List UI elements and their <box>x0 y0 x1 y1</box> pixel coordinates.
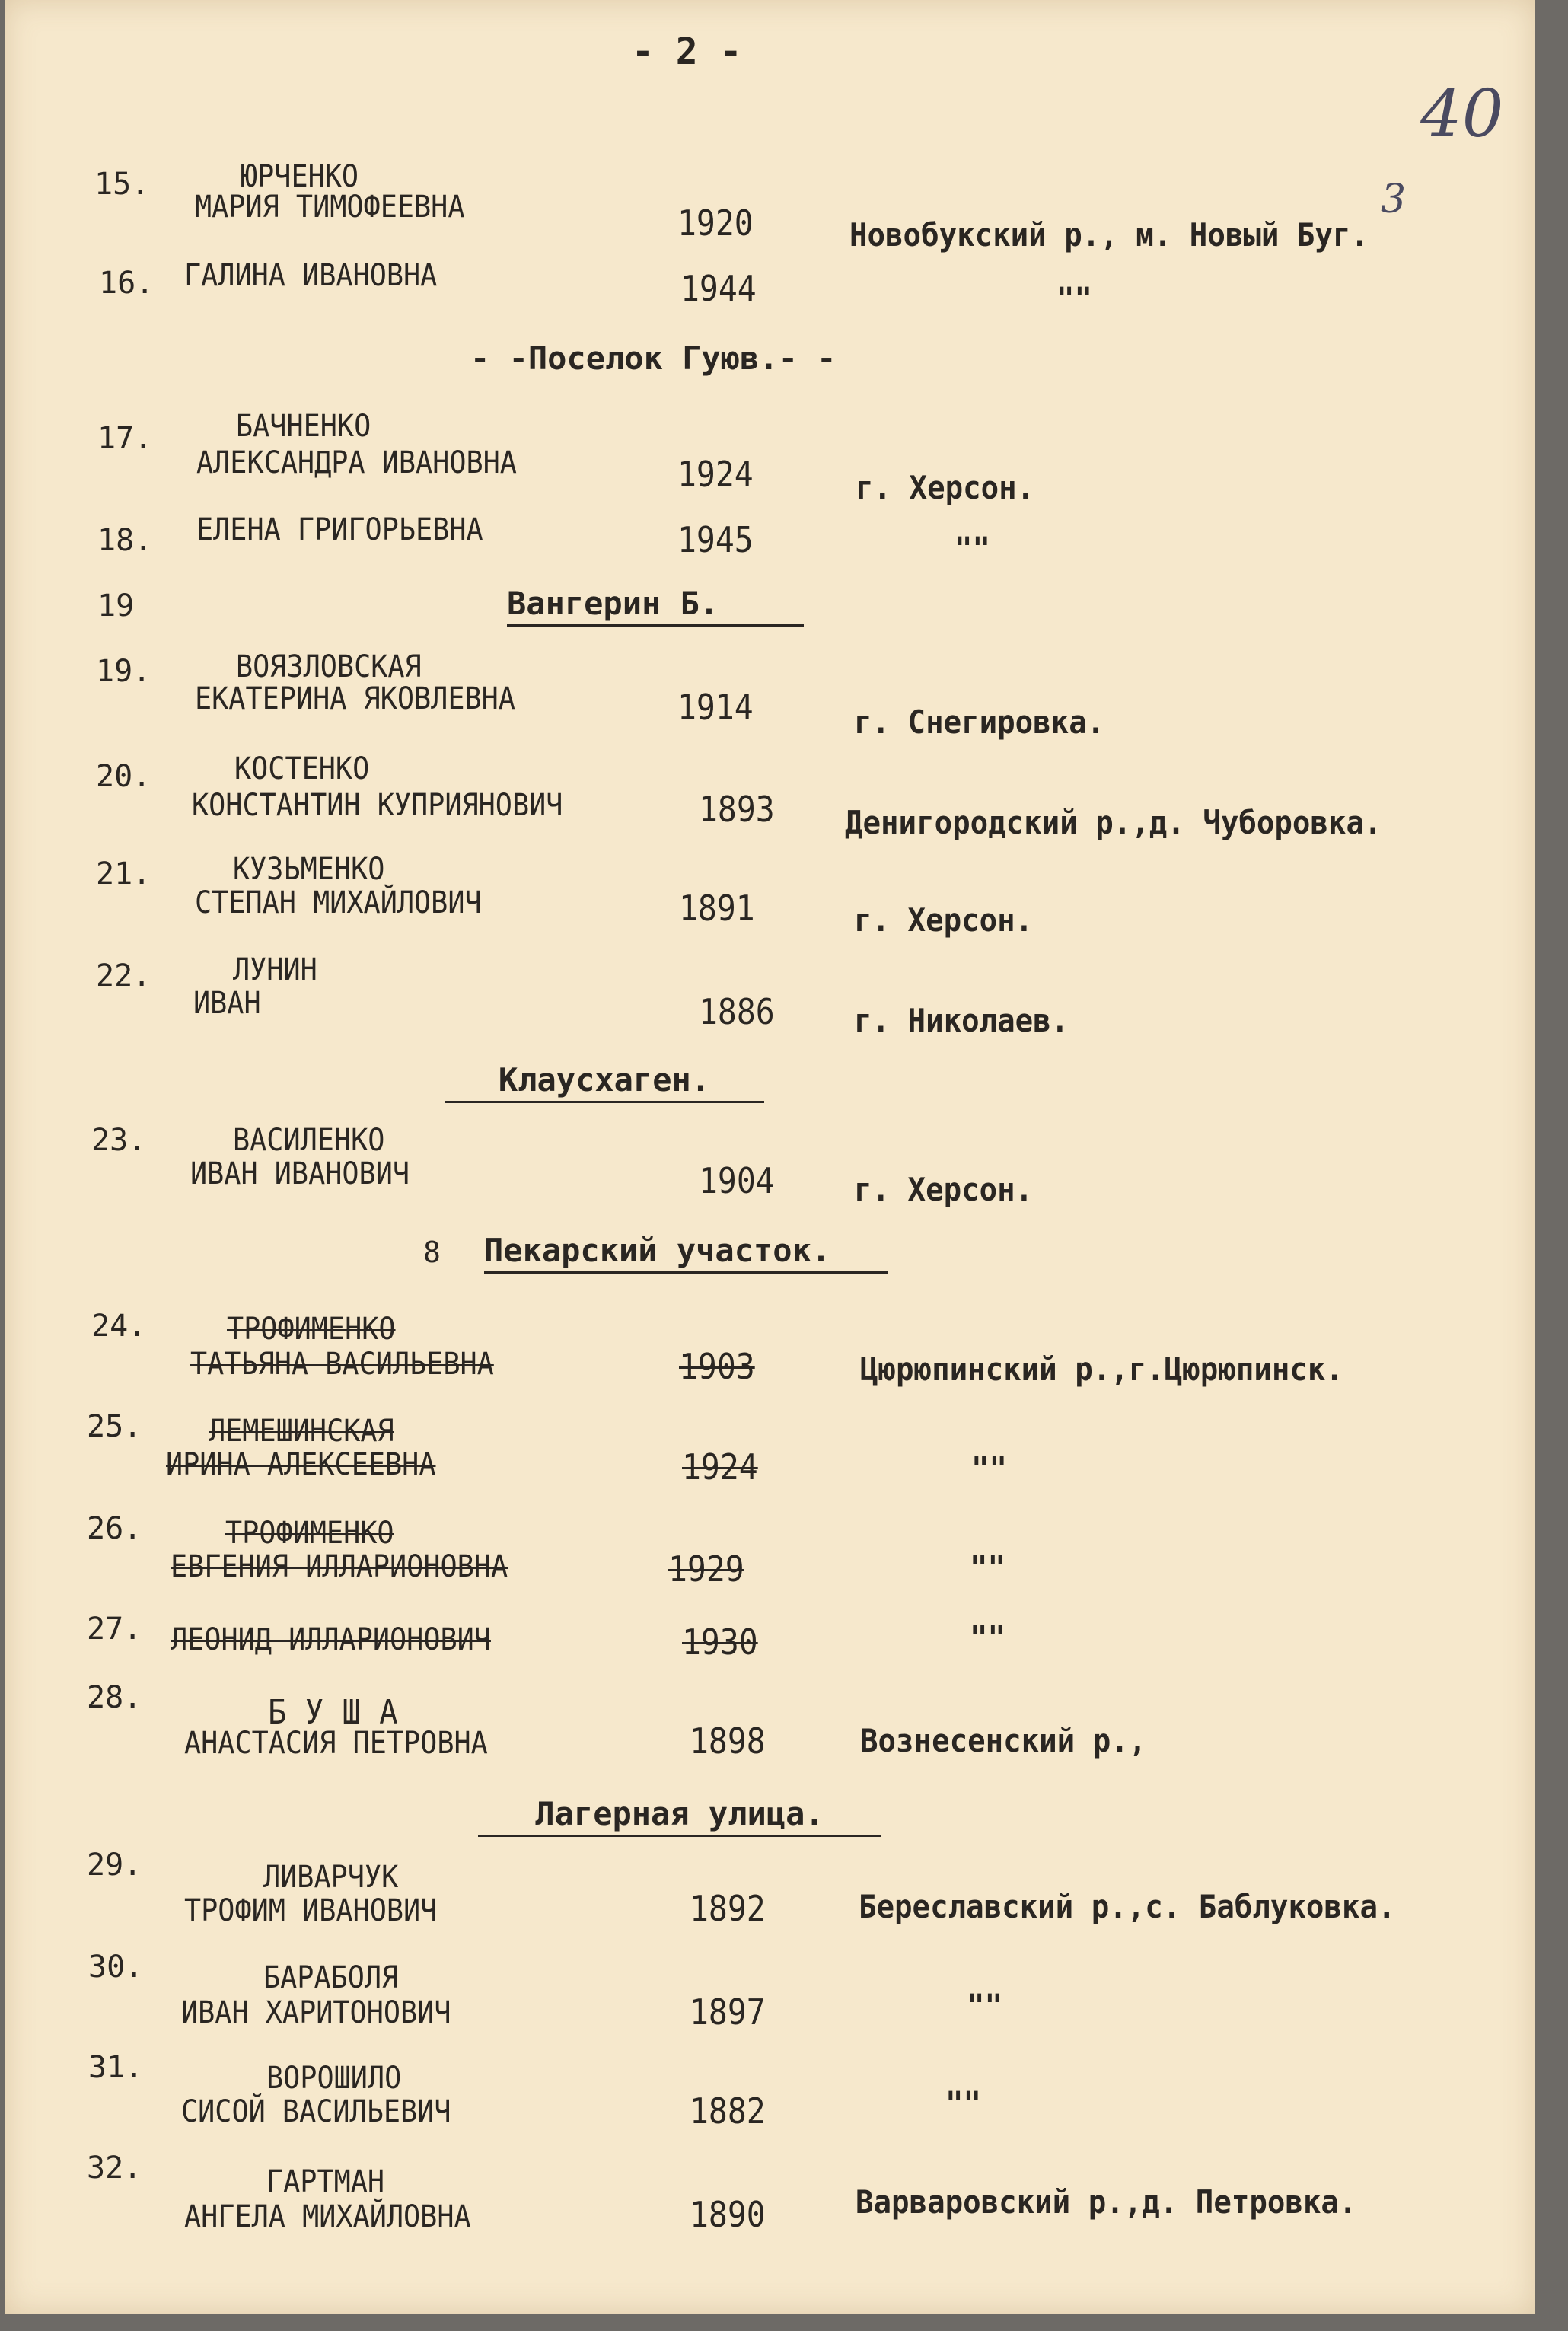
entry-number: 22. <box>96 958 151 993</box>
entry-given-name: ЕКАТЕРИНА ЯКОВЛЕВНА <box>195 681 515 716</box>
entry-number: 20. <box>96 759 151 794</box>
entry-number: 17. <box>97 421 153 456</box>
entry-year: 1929 <box>668 1548 744 1590</box>
entry-number: 25. <box>87 1409 142 1444</box>
entry-surname: КОСТЕНКО <box>234 751 370 786</box>
entry-given-name: ГАЛИНА ИВАНОВНА <box>184 258 438 293</box>
entry-given-name: АЛЕКСАНДРА ИВАНОВНА <box>196 445 517 480</box>
section-mark: 8 <box>423 1236 441 1269</box>
section-heading: Вангерин Б. <box>507 588 804 627</box>
entry-year: 1886 <box>699 991 775 1032</box>
paper-sheet <box>5 0 1535 2314</box>
entry-number: 24. <box>91 1309 147 1344</box>
entry-year: 1890 <box>690 2194 766 2235</box>
entry-surname: ЛУНИН <box>233 952 317 987</box>
entry-given-name: СТЕПАН МИХАЙЛОВИЧ <box>195 885 482 920</box>
entry-place: "" <box>1056 280 1093 317</box>
entry-given-name: МАРИЯ ТИМОФЕЕВНА <box>195 190 465 225</box>
entry-year: 1924 <box>677 454 754 495</box>
entry-place: Новобукский р., м. Новый Буг. <box>849 216 1369 254</box>
section-heading: - -Поселок Гуюв.- - <box>470 340 837 377</box>
entry-number: 23. <box>91 1123 147 1158</box>
entry-number: 21. <box>96 856 151 891</box>
entry-given-name: КОНСТАНТИН КУПРИЯНОВИЧ <box>192 788 563 823</box>
entry-given-name: АНГЕЛА МИХАЙЛОВНА <box>184 2199 471 2234</box>
stray-number: 19 <box>97 588 135 623</box>
entry-surname: КУЗЬМЕНКО <box>233 852 385 887</box>
entry-place: Береславский р.,с. Баблуковка. <box>859 1888 1396 1925</box>
entry-number: 18. <box>97 523 153 558</box>
entry-place: г. Херсон. <box>854 1171 1034 1208</box>
entry-number: 19. <box>96 654 151 689</box>
entry-year: 1893 <box>699 789 775 830</box>
entry-surname: ВОЯЗЛОВСКАЯ <box>236 649 422 684</box>
entry-given-name: АНАСТАСИЯ ПЕТРОВНА <box>184 1726 488 1761</box>
entry-year: 1903 <box>679 1346 755 1387</box>
entry-given-name: ИРИНА АЛЕКСЕЕВНА <box>166 1447 436 1482</box>
entry-number: 16. <box>99 266 155 301</box>
entry-surname: Б У Ш А <box>268 1693 398 1732</box>
entry-year: 1944 <box>680 268 757 309</box>
page-number: - 2 - <box>632 30 742 73</box>
entry-place: Денигородский р.,д. Чуборовка. <box>845 804 1382 841</box>
entry-place: Вознесенский р., <box>860 1722 1147 1759</box>
entry-year: 1892 <box>690 1888 766 1929</box>
entry-place: Варваровский р.,д. Петровка. <box>856 2183 1357 2221</box>
entry-surname: ТРОФИМЕНКО <box>227 1312 396 1347</box>
entry-number: 28. <box>87 1680 142 1715</box>
entry-surname: ВАСИЛЕНКО <box>233 1123 385 1158</box>
folio-mark: 3 <box>1381 177 1407 222</box>
entry-year: 1930 <box>682 1621 758 1663</box>
entry-number: 15. <box>94 167 150 202</box>
entry-given-name: ИВАН ИВАНОВИЧ <box>190 1156 410 1191</box>
entry-surname: ЮРЧЕНКО <box>241 159 359 194</box>
entry-year: 1897 <box>690 1991 766 2033</box>
entry-number: 27. <box>87 1612 142 1647</box>
entry-surname: ЛИВАРЧУК <box>263 1860 399 1895</box>
entry-place: "" <box>945 2084 982 2122</box>
entry-number: 31. <box>88 2050 144 2085</box>
entry-place: "" <box>970 1548 1006 1586</box>
entry-given-name: ЕВГЕНИЯ ИЛЛАРИОНОВНА <box>171 1549 508 1584</box>
entry-year: 1945 <box>677 519 754 560</box>
entry-surname: ВОРОШИЛО <box>266 2061 402 2096</box>
entry-place: г. Снегировка. <box>854 703 1105 741</box>
entry-year: 1891 <box>679 888 755 929</box>
entry-year: 1882 <box>690 2090 766 2132</box>
folio-number: 40 <box>1420 76 1504 152</box>
entry-place: Цюрюпинский р.,г.Цюрюпинск. <box>860 1350 1343 1388</box>
entry-given-name: ЕЛЕНА ГРИГОРЬЕВНА <box>196 512 483 547</box>
entry-place: г. Николаев. <box>854 1002 1069 1039</box>
section-heading: Лагерная улица. <box>478 1798 881 1837</box>
entry-year: 1920 <box>677 202 754 244</box>
entry-surname: БАЧНЕНКО <box>236 409 371 444</box>
entry-number: 29. <box>87 1848 142 1883</box>
entry-number: 32. <box>87 2151 142 2186</box>
entry-surname: ТРОФИМЕНКО <box>225 1516 394 1551</box>
entry-place: "" <box>970 1618 1006 1656</box>
entry-given-name: ТРОФИМ ИВАНОВИЧ <box>184 1893 438 1928</box>
entry-year: 1898 <box>690 1720 766 1762</box>
entry-surname: БАРАБОЛЯ <box>263 1960 399 1995</box>
entry-number: 26. <box>87 1511 142 1546</box>
entry-given-name: ИВАН ХАРИТОНОВИЧ <box>181 1995 451 2030</box>
entry-surname: ГАРТМАН <box>266 2164 385 2199</box>
section-heading: Клаусхаген. <box>445 1064 764 1103</box>
entry-year: 1914 <box>677 687 754 728</box>
entry-place: "" <box>955 530 991 567</box>
entry-surname: ЛЕМЕШИНСКАЯ <box>209 1414 394 1449</box>
entry-place: "" <box>967 1987 1003 2024</box>
entry-given-name: ТАТЬЯНА ВАСИЛЬЕВНА <box>190 1347 494 1382</box>
entry-given-name: ИВАН <box>193 986 261 1021</box>
entry-place: "" <box>971 1449 1008 1487</box>
entry-place: г. Херсон. <box>856 469 1035 506</box>
entry-year: 1904 <box>699 1160 775 1201</box>
section-heading: Пекарский участок. <box>484 1235 888 1274</box>
entry-number: 30. <box>88 1950 144 1985</box>
entry-year: 1924 <box>682 1446 758 1488</box>
entry-given-name: СИСОЙ ВАСИЛЬЕВИЧ <box>181 2094 451 2129</box>
entry-given-name: ЛЕОНИД ИЛЛАРИОНОВИЧ <box>171 1622 491 1657</box>
entry-place: г. Херсон. <box>854 901 1034 939</box>
